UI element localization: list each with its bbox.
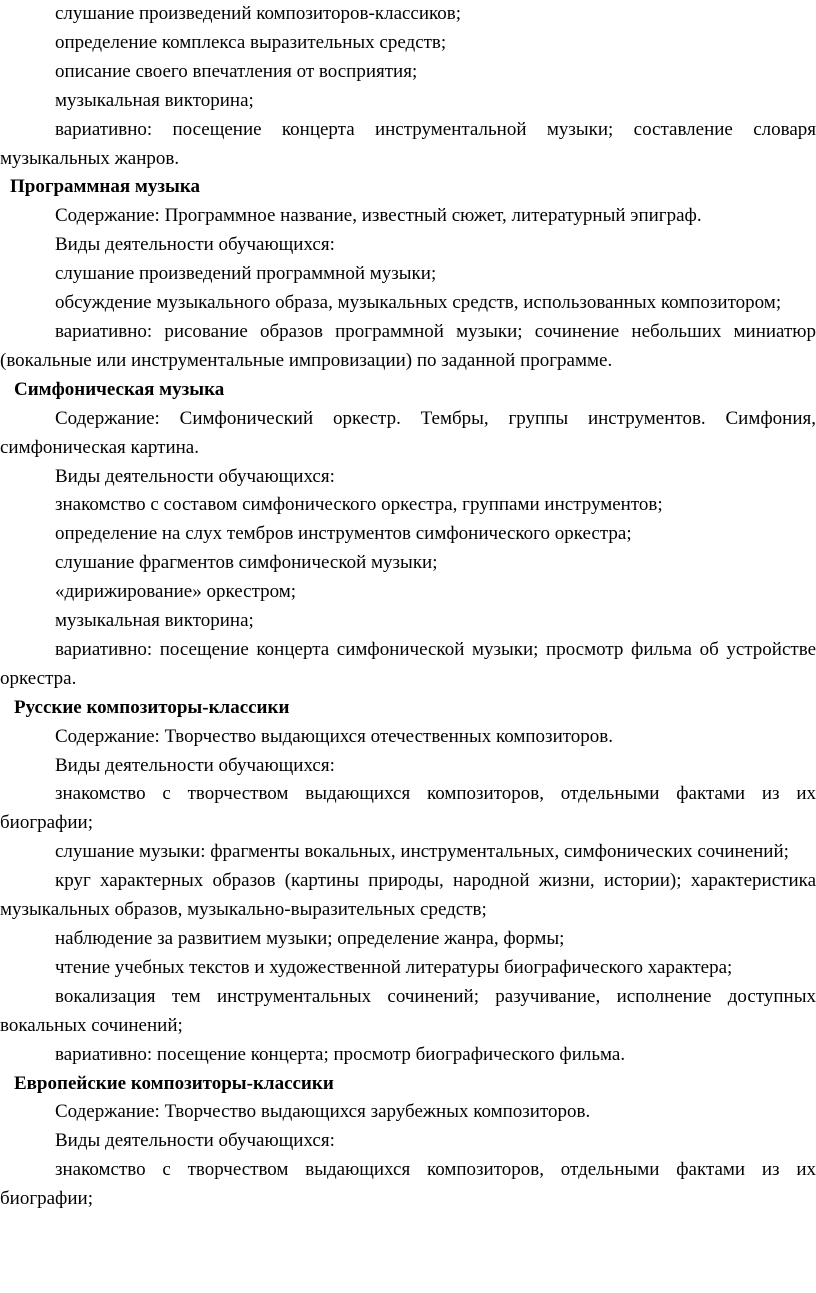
paragraph: музыкальная викторина; [55, 89, 254, 111]
paragraph: Виды деятельности обучающихся: [55, 1130, 335, 1152]
paragraph: вокализация тем инструментальных сочинений; разучивание, исполнение доступных вокальных сочинений; [0, 985, 816, 1036]
paragraph: слушание произведений программной музыки; [55, 263, 437, 285]
section-heading: Симфоническая музыка [14, 378, 225, 400]
section-heading: Русские композиторы-классики [14, 696, 290, 718]
section-heading: Программная музыка [10, 176, 200, 198]
paragraph: знакомство с творчеством выдающихся композиторов, отдельными фактами из их биографии; [0, 783, 816, 834]
paragraph: определение на слух тембров инструментов симфонического оркестра; [55, 523, 632, 545]
paragraph: описание своего впечатления от восприятия; [55, 60, 418, 82]
paragraph: вариативно: посещение концерта симфонической музыки; просмотр фильма об устройстве оркестра. [0, 638, 816, 689]
paragraph: наблюдение за развитием музыки; определение жанра, формы; [55, 928, 565, 949]
paragraph: обсуждение музыкального образа, музыкальных средств, использованных композитором; [55, 292, 782, 314]
paragraph: Содержание: Творчество выдающихся отечественных композиторов. [55, 725, 614, 747]
paragraph: музыкальная викторина; [55, 610, 254, 632]
paragraph: слушание фрагментов симфонической музыки; [55, 552, 438, 574]
paragraph: определение комплекса выразительных средств; [55, 31, 447, 53]
paragraph: Виды деятельности обучающихся: [55, 465, 335, 487]
paragraph: слушание произведений композиторов-классиков; [55, 3, 462, 24]
paragraph: Содержание: Творчество выдающихся зарубежных композиторов. [55, 1101, 591, 1123]
paragraph: круг характерных образов (картины природы, народной жизни, истории); характеристика музыкальных образов, музыкально-выразительных средств; [0, 870, 816, 921]
paragraph: Виды деятельности обучающихся: [55, 754, 335, 776]
paragraph: Содержание: Симфонический оркестр. Тембры, группы инструментов. Симфония, симфоническая картина. [0, 407, 816, 458]
section-heading: Европейские композиторы-классики [14, 1072, 334, 1094]
paragraph: вариативно: рисование образов программной музыки; сочинение небольших миниатюр (вокальные или инструментальные импровизации) по заданной программе. [0, 320, 816, 371]
paragraph: знакомство с творчеством выдающихся композиторов, отдельными фактами из их биографии; [0, 1159, 816, 1210]
paragraph: «дирижирование» оркестром; [55, 581, 297, 603]
paragraph: вариативно: посещение концерта; просмотр биографического фильма. [55, 1043, 626, 1065]
paragraph: знакомство с составом симфонического оркестра, группами инструментов; [55, 494, 663, 516]
paragraph: вариативно: посещение концерта инструментальной музыки; составление словаря музыкальных жанров. [0, 118, 816, 169]
paragraph: Содержание: Программное название, известный сюжет, литературный эпиграф. [55, 205, 702, 227]
paragraph: слушание музыки: фрагменты вокальных, инструментальных, симфонических сочинений; [55, 841, 789, 863]
paragraph: Виды деятельности обучающихся: [55, 234, 335, 256]
paragraph: чтение учебных текстов и художественной литературы биографического характера; [55, 956, 733, 978]
